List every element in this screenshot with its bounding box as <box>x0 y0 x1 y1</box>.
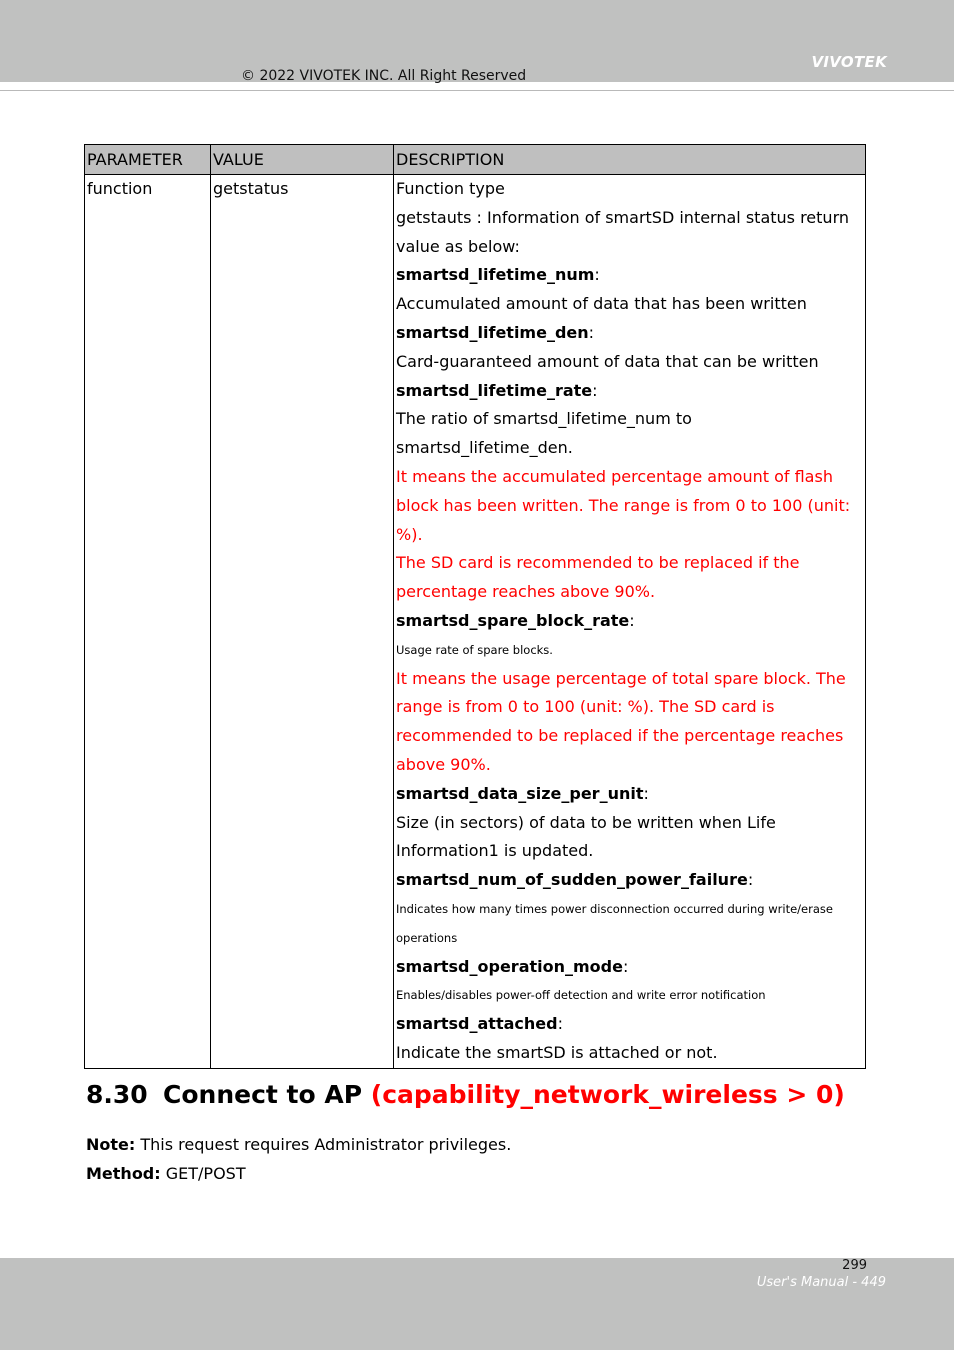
table-header-row <box>85 145 866 175</box>
field-name-line: smartsd_lifetime_num: <box>396 265 600 285</box>
method-line <box>86 1159 511 1188</box>
description-line: Indicate the smartSD is attached or not. <box>396 1042 718 1062</box>
field-name: smartsd_lifetime_den <box>396 322 589 342</box>
field-name-line: smartsd_data_size_per_unit: <box>396 783 649 803</box>
highlight-line: range is from 0 to 100 (unit: %). The SD card is <box>396 697 775 717</box>
description-line: The ratio of smartsd_lifetime_num to <box>396 409 692 429</box>
section-notes <box>86 1130 511 1188</box>
field-name: smartsd_num_of_sudden_power_failure <box>396 870 748 890</box>
field-name: smartsd_lifetime_rate <box>396 380 593 400</box>
header-divider <box>0 90 954 91</box>
cell-parameter: function <box>85 175 211 1069</box>
header-parameter: PARAMETER <box>85 145 211 175</box>
highlight-line: recommended to be replaced if the percentage reaches <box>396 726 844 746</box>
description-line: Size (in sectors) of data to be written when Life <box>396 812 776 832</box>
section-heading <box>86 1080 845 1109</box>
highlight-line: It means the usage percentage of total spare block. The <box>396 668 846 688</box>
field-name-line: smartsd_spare_block_rate: <box>396 610 635 630</box>
note-line <box>86 1130 511 1159</box>
copyright-text: © 2022 VIVOTEK INC. All Right Reserved <box>241 68 527 84</box>
table-row <box>85 175 866 1069</box>
note-text: This request requires Administrator privileges. <box>135 1135 512 1154</box>
description-line: Function type <box>396 179 505 198</box>
small-description-line: Enables/disables power-off detection and write error notification <box>396 988 766 1003</box>
cell-description <box>394 175 866 1069</box>
field-name: smartsd_spare_block_rate <box>396 610 630 630</box>
field-name-line: smartsd_lifetime_rate: <box>396 380 598 400</box>
field-name: smartsd_data_size_per_unit <box>396 783 644 803</box>
section-number: 8.30 <box>86 1080 148 1109</box>
method-label: Method: <box>86 1164 161 1183</box>
page-number: 299 <box>842 1258 867 1273</box>
small-description-line: operations <box>396 930 458 945</box>
small-description-line: Usage rate of spare blocks. <box>396 642 553 657</box>
small-description-line: Indicates how many times power disconnection occurred during write/erase <box>396 901 833 916</box>
description-line: Card-guaranteed amount of data that can be written <box>396 351 819 371</box>
highlight-line: above 90%. <box>396 754 491 774</box>
field-name-line: smartsd_operation_mode: <box>396 956 629 976</box>
field-name-line: smartsd_lifetime_den: <box>396 322 595 342</box>
description-line: Information1 is updated. <box>396 841 594 861</box>
field-name-line: smartsd_attached: <box>396 1014 563 1034</box>
description-line: getstauts : Information of smartSD internal status return <box>396 207 849 227</box>
field-name: smartsd_lifetime_num <box>396 265 595 285</box>
field-name: smartsd_attached <box>396 1014 558 1034</box>
note-label: Note: <box>86 1135 136 1154</box>
description-line: Accumulated amount of data that has been written <box>396 294 807 314</box>
header-value: VALUE <box>211 145 394 175</box>
description-line: value as below: <box>396 236 520 256</box>
highlight-line: It means the accumulated percentage amount of flash <box>396 466 833 486</box>
manual-page-label: User's Manual - 449 <box>756 1275 886 1290</box>
header-description: DESCRIPTION <box>394 145 866 175</box>
highlight-line: percentage reaches above 90%. <box>396 582 656 602</box>
cell-value: getstatus <box>211 175 394 1069</box>
parameter-table <box>84 144 866 1069</box>
section-condition: (capability_network_wireless > 0) <box>370 1080 845 1109</box>
section-title: Connect to AP <box>163 1080 363 1109</box>
highlight-line: block has been written. The range is from 0 to 100 (unit: %). <box>396 495 851 544</box>
description-line: smartsd_lifetime_den. <box>396 438 573 458</box>
field-name: smartsd_operation_mode <box>396 956 623 976</box>
highlight-line: The SD card is recommended to be replaced if the <box>396 553 800 573</box>
method-text: GET/POST <box>160 1164 246 1183</box>
brand-logo: VIVOTEK <box>811 53 887 71</box>
footer-band <box>0 1258 954 1350</box>
field-name-line: smartsd_num_of_sudden_power_failure: <box>396 870 754 890</box>
